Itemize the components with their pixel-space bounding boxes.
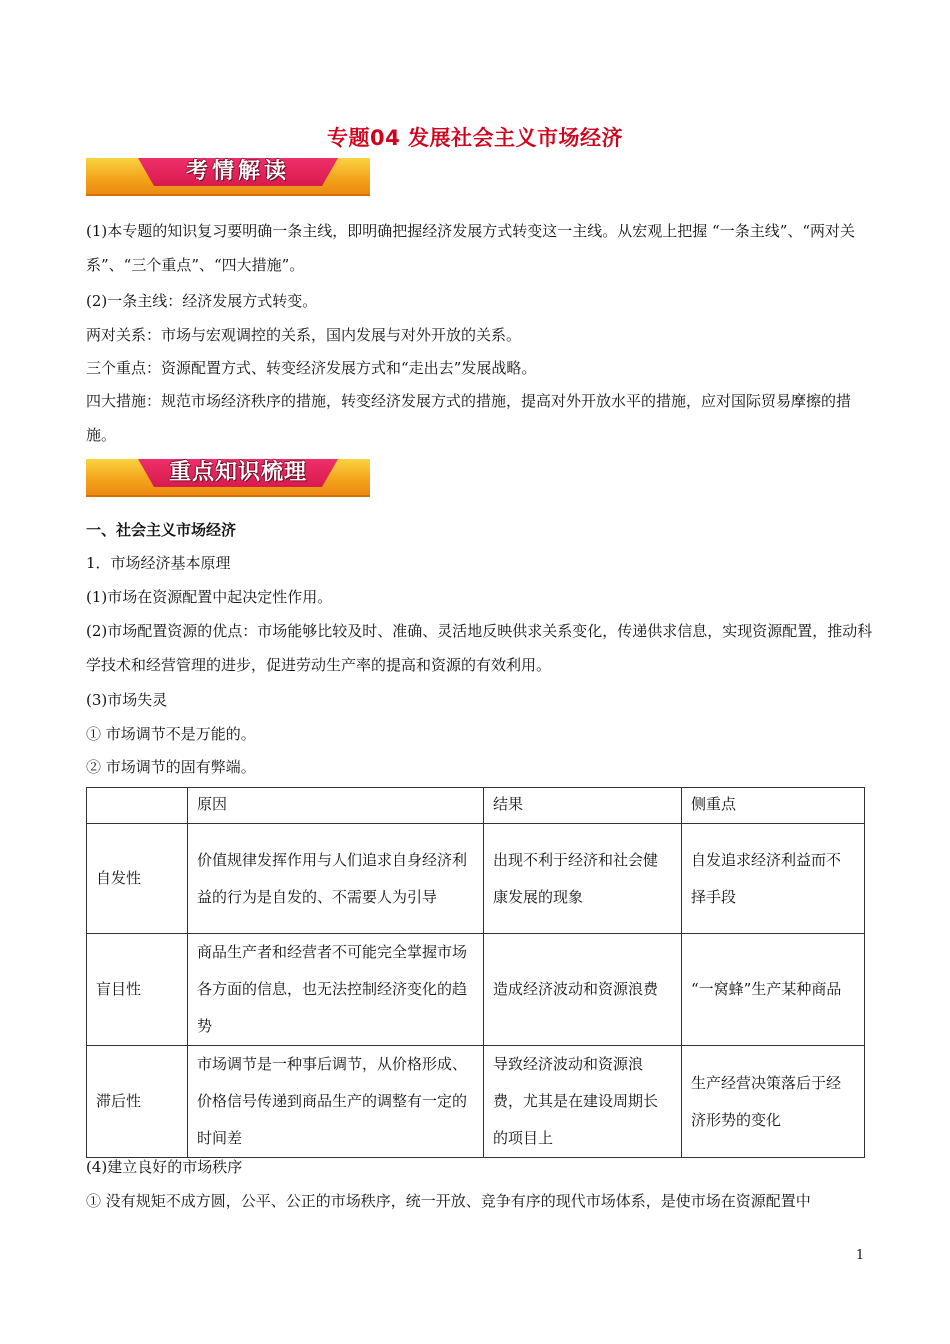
banner-label: 重点知识梳理 [168,460,307,485]
section-banner-exam-analysis [86,158,370,196]
intro-paragraph-2: (2)一条主线：经济发展方式转变。 [86,292,318,310]
table-cell: 价值规律发挥作用与人们追求自身经济利益的行为是自发的、不需要人为引导 [188,824,484,934]
table-row [87,824,865,934]
table-cell: 自发追求经济利益而不择手段 [682,824,865,934]
paragraph: (4)建立良好的市场秩序 [86,1158,243,1176]
subheading: 1．市场经济基本原理 [86,554,231,572]
table-cell: 导致经济波动和资源浪费，尤其是在建设周期长的项目上 [484,1046,682,1158]
table-header-row [87,788,865,824]
table-header-cell: 侧重点 [682,788,865,824]
page-number: 1 [855,1248,865,1263]
table-row [87,934,865,1046]
table-cell: 滞后性 [87,1046,188,1158]
paragraph: ① 没有规矩不成方圆，公平、公正的市场秩序，统一开放、竞争有序的现代市场体系，是使市场在资源配置中 [86,1192,811,1210]
paragraph: ② 市场调节的固有弊端。 [86,758,256,776]
table-header-cell [87,788,188,824]
banner-label: 考情解读 [185,159,290,184]
table-cell: 市场调节是一种事后调节，从价格形成、价格信号传递到商品生产的调整有一定的时间差 [188,1046,484,1158]
table-cell: 造成经济波动和资源浪费 [484,934,682,1046]
section-heading: 一、社会主义市场经济 [86,521,237,539]
paragraph: (2)市场配置资源的优点：市场能够比较及时、准确、灵活地反映供求关系变化，传递供求信息，实现资源配置，推动科学技术和经营管理的进步，促进劳动生产率的提高和资源的有效利用。 [86,622,873,674]
paragraph: (3)市场失灵 [86,691,168,709]
paragraph: ① 市场调节不是万能的。 [86,725,256,743]
table-cell: “一窝蜂”生产某种商品 [682,934,865,1046]
table-cell: 盲目性 [87,934,188,1046]
table-header-cell: 原因 [188,788,484,824]
table-cell: 出现不利于经济和社会健康发展的现象 [484,824,682,934]
document-title: 专题04 发展社会主义市场经济 [326,126,624,150]
intro-paragraph-1: (1)本专题的知识复习要明确一条主线，即明确把握经济发展方式转变这一主线。从宏观上把握 “一条主线”、“两对关系”、“三个重点”、“四大措施”。 [86,222,856,274]
table-cell: 生产经营决策落后于经济形势的变化 [682,1046,865,1158]
intro-paragraph-4: 三个重点：资源配置方式、转变经济发展方式和“走出去”发展战略。 [86,359,537,377]
intro-paragraph-5: 四大措施：规范市场经济秩序的措施，转变经济发展方式的措施，提高对外开放水平的措施，应对国际贸易摩擦的措施。 [86,392,852,444]
table-cell: 商品生产者和经营者不可能完全掌握市场各方面的信息，也无法控制经济变化的趋势 [188,934,484,1046]
section-banner-key-knowledge [86,459,370,497]
table-row [87,1046,865,1158]
table-header-cell: 结果 [484,788,682,824]
table-cell: 自发性 [87,824,188,934]
market-failure-table [86,787,865,1158]
intro-paragraph-3: 两对关系：市场与宏观调控的关系，国内发展与对外开放的关系。 [86,326,522,344]
paragraph: (1)市场在资源配置中起决定性作用。 [86,588,333,606]
